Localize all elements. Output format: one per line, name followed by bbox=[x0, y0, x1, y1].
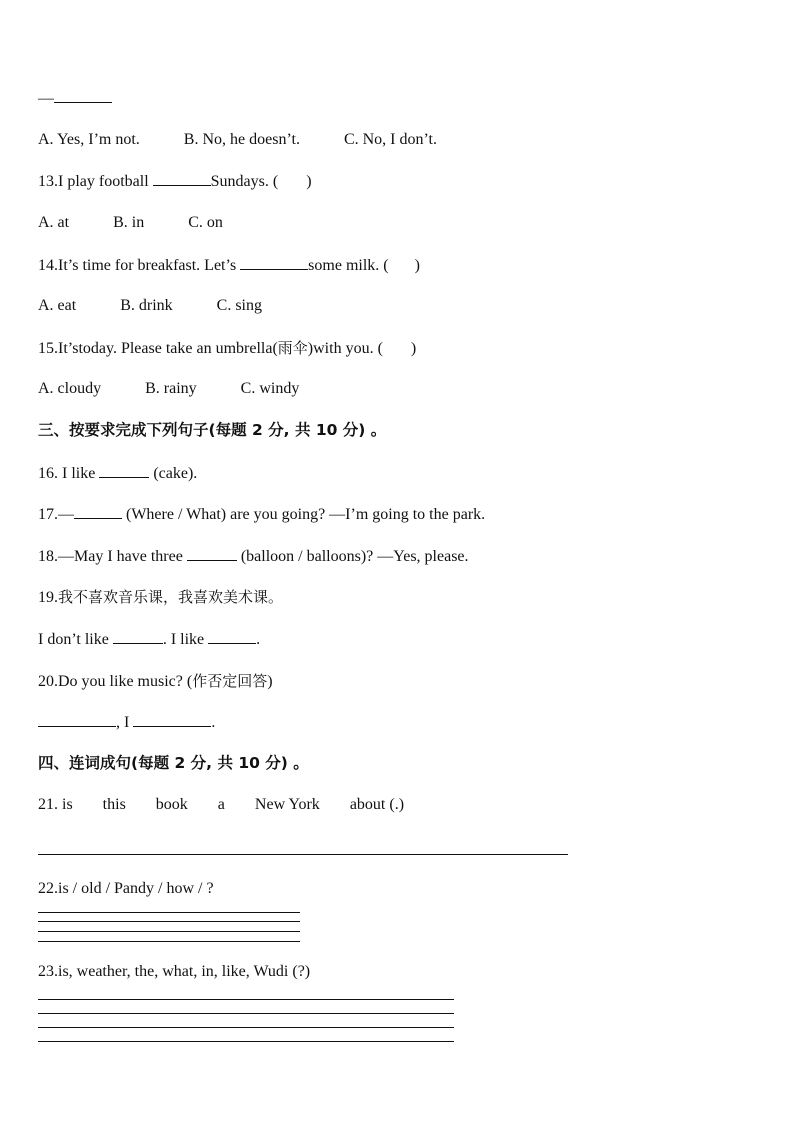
q22-question bbox=[38, 879, 214, 899]
q20-answer-line bbox=[38, 712, 215, 733]
q22-answer-rule-4[interactable] bbox=[38, 941, 300, 942]
q19-blank-1[interactable] bbox=[113, 629, 163, 644]
q14-option-c[interactable]: C. sing bbox=[216, 297, 262, 314]
q20-paren-close: ) bbox=[267, 673, 273, 690]
q17-dash: — bbox=[58, 506, 74, 523]
q21-answer-rule[interactable] bbox=[38, 854, 568, 855]
q18-question bbox=[38, 546, 469, 567]
q12-answer-line bbox=[38, 88, 112, 109]
q13-question bbox=[38, 171, 312, 192]
q14-option-a[interactable]: A. eat bbox=[38, 297, 77, 314]
q20-blank-2[interactable] bbox=[133, 712, 211, 727]
q12-option-c[interactable]: C. No, I don’t. bbox=[343, 131, 437, 148]
q16-blank[interactable] bbox=[99, 463, 149, 478]
q21-question bbox=[38, 795, 404, 815]
q19-text-end: . bbox=[256, 631, 261, 648]
q14-text-before: It’s time for breakfast. Let’s bbox=[58, 257, 241, 274]
q21-word: New York bbox=[254, 796, 320, 813]
q14-number: 14. bbox=[38, 257, 58, 274]
q15-chinese-hint: 雨伞 bbox=[277, 339, 308, 357]
q12-dash: — bbox=[38, 90, 54, 107]
q22-answer-rule-2[interactable] bbox=[38, 921, 300, 922]
q13-options bbox=[38, 213, 223, 233]
q14-option-b[interactable]: B. drink bbox=[120, 297, 173, 314]
q20-text-mid: , I bbox=[116, 714, 134, 731]
q13-text-after: Sundays. ( bbox=[210, 173, 279, 190]
q19-chinese-text: 我不喜欢音乐课，我喜欢美术课。 bbox=[58, 588, 284, 606]
q21-word: book bbox=[155, 796, 188, 813]
q23-answer-rule-4[interactable] bbox=[38, 1041, 454, 1042]
q15-paren-close: ) bbox=[410, 340, 417, 357]
q18-text-before: —May I have three bbox=[58, 548, 187, 565]
q23-text: is, weather, the, what, in, like, Wudi (?) bbox=[58, 963, 311, 980]
q14-text-after: some milk. ( bbox=[308, 257, 389, 274]
q15-text-before: It’stoday. Please take an umbrella( bbox=[58, 340, 278, 357]
q22-answer-rule-3[interactable] bbox=[38, 931, 300, 932]
q21-word: is bbox=[62, 796, 73, 813]
q19-text-before: I don’t like bbox=[38, 631, 113, 648]
section-3-heading: 三、按要求完成下列句子(每题 2 分, 共 10 分) 。 bbox=[38, 421, 387, 439]
q21-word: this bbox=[102, 796, 126, 813]
q14-blank[interactable] bbox=[240, 255, 308, 270]
q13-text-before: I play football bbox=[58, 173, 153, 190]
q19-answer-line bbox=[38, 629, 260, 650]
q16-number: 16. bbox=[38, 465, 58, 482]
q18-blank[interactable] bbox=[187, 546, 237, 561]
q12-blank[interactable] bbox=[54, 88, 112, 103]
q15-number: 15. bbox=[38, 340, 58, 357]
q20-text-end: . bbox=[211, 714, 216, 731]
q20-question bbox=[38, 671, 273, 692]
q20-chinese-hint: 作否定回答 bbox=[192, 672, 268, 690]
q12-option-a[interactable]: A. Yes, I’m not. bbox=[38, 131, 140, 148]
q13-number: 13. bbox=[38, 173, 58, 190]
q12-options bbox=[38, 130, 437, 150]
q19-number: 19. bbox=[38, 589, 58, 606]
q20-number: 20. bbox=[38, 673, 58, 690]
q17-blank[interactable] bbox=[74, 504, 122, 519]
q16-question bbox=[38, 463, 197, 484]
q16-text-after: (cake). bbox=[149, 465, 198, 482]
q17-text-after: (Where / What) are you going? —I’m going to the park. bbox=[122, 506, 486, 523]
q14-paren-close: ) bbox=[414, 257, 420, 274]
q22-number: 22. bbox=[38, 880, 58, 897]
q20-blank-1[interactable] bbox=[38, 712, 116, 727]
q15-option-a[interactable]: A. cloudy bbox=[38, 380, 102, 397]
q14-options bbox=[38, 296, 262, 316]
q21-number: 21. bbox=[38, 796, 58, 813]
q13-option-c[interactable]: C. on bbox=[188, 214, 223, 231]
q19-question bbox=[38, 587, 283, 608]
q23-answer-rule-1[interactable] bbox=[38, 999, 454, 1000]
q16-text-before: I like bbox=[58, 465, 100, 482]
q23-answer-rule-2[interactable] bbox=[38, 1013, 454, 1014]
q13-blank[interactable] bbox=[153, 171, 211, 186]
q21-word: about (.) bbox=[349, 796, 405, 813]
q23-number: 23. bbox=[38, 963, 58, 980]
q19-blank-2[interactable] bbox=[208, 629, 256, 644]
q22-answer-rule-1[interactable] bbox=[38, 912, 300, 913]
q13-paren-close: ) bbox=[306, 173, 312, 190]
q15-question bbox=[38, 338, 416, 359]
q13-option-a[interactable]: A. at bbox=[38, 214, 70, 231]
q12-option-b[interactable]: B. No, he doesn’t. bbox=[183, 131, 300, 148]
q18-number: 18. bbox=[38, 548, 58, 565]
q19-text-mid: . I like bbox=[162, 631, 209, 648]
q23-answer-rule-3[interactable] bbox=[38, 1027, 454, 1028]
q15-option-c[interactable]: C. windy bbox=[240, 380, 300, 397]
q22-text: is / old / Pandy / how / ? bbox=[58, 880, 214, 897]
q13-option-b[interactable]: B. in bbox=[113, 214, 145, 231]
q23-question bbox=[38, 962, 310, 982]
q18-text-after: (balloon / balloons)? —Yes, please. bbox=[236, 548, 469, 565]
q17-question bbox=[38, 504, 485, 525]
q20-text: Do you like music? ( bbox=[58, 673, 193, 690]
q15-options bbox=[38, 379, 299, 399]
q15-text-after: )with you. ( bbox=[307, 340, 383, 357]
section-4-heading: 四、连词成句(每题 2 分, 共 10 分) 。 bbox=[38, 754, 309, 772]
q15-option-b[interactable]: B. rainy bbox=[145, 380, 197, 397]
q21-word: a bbox=[217, 796, 225, 813]
q14-question bbox=[38, 255, 420, 276]
q17-number: 17. bbox=[38, 506, 58, 523]
